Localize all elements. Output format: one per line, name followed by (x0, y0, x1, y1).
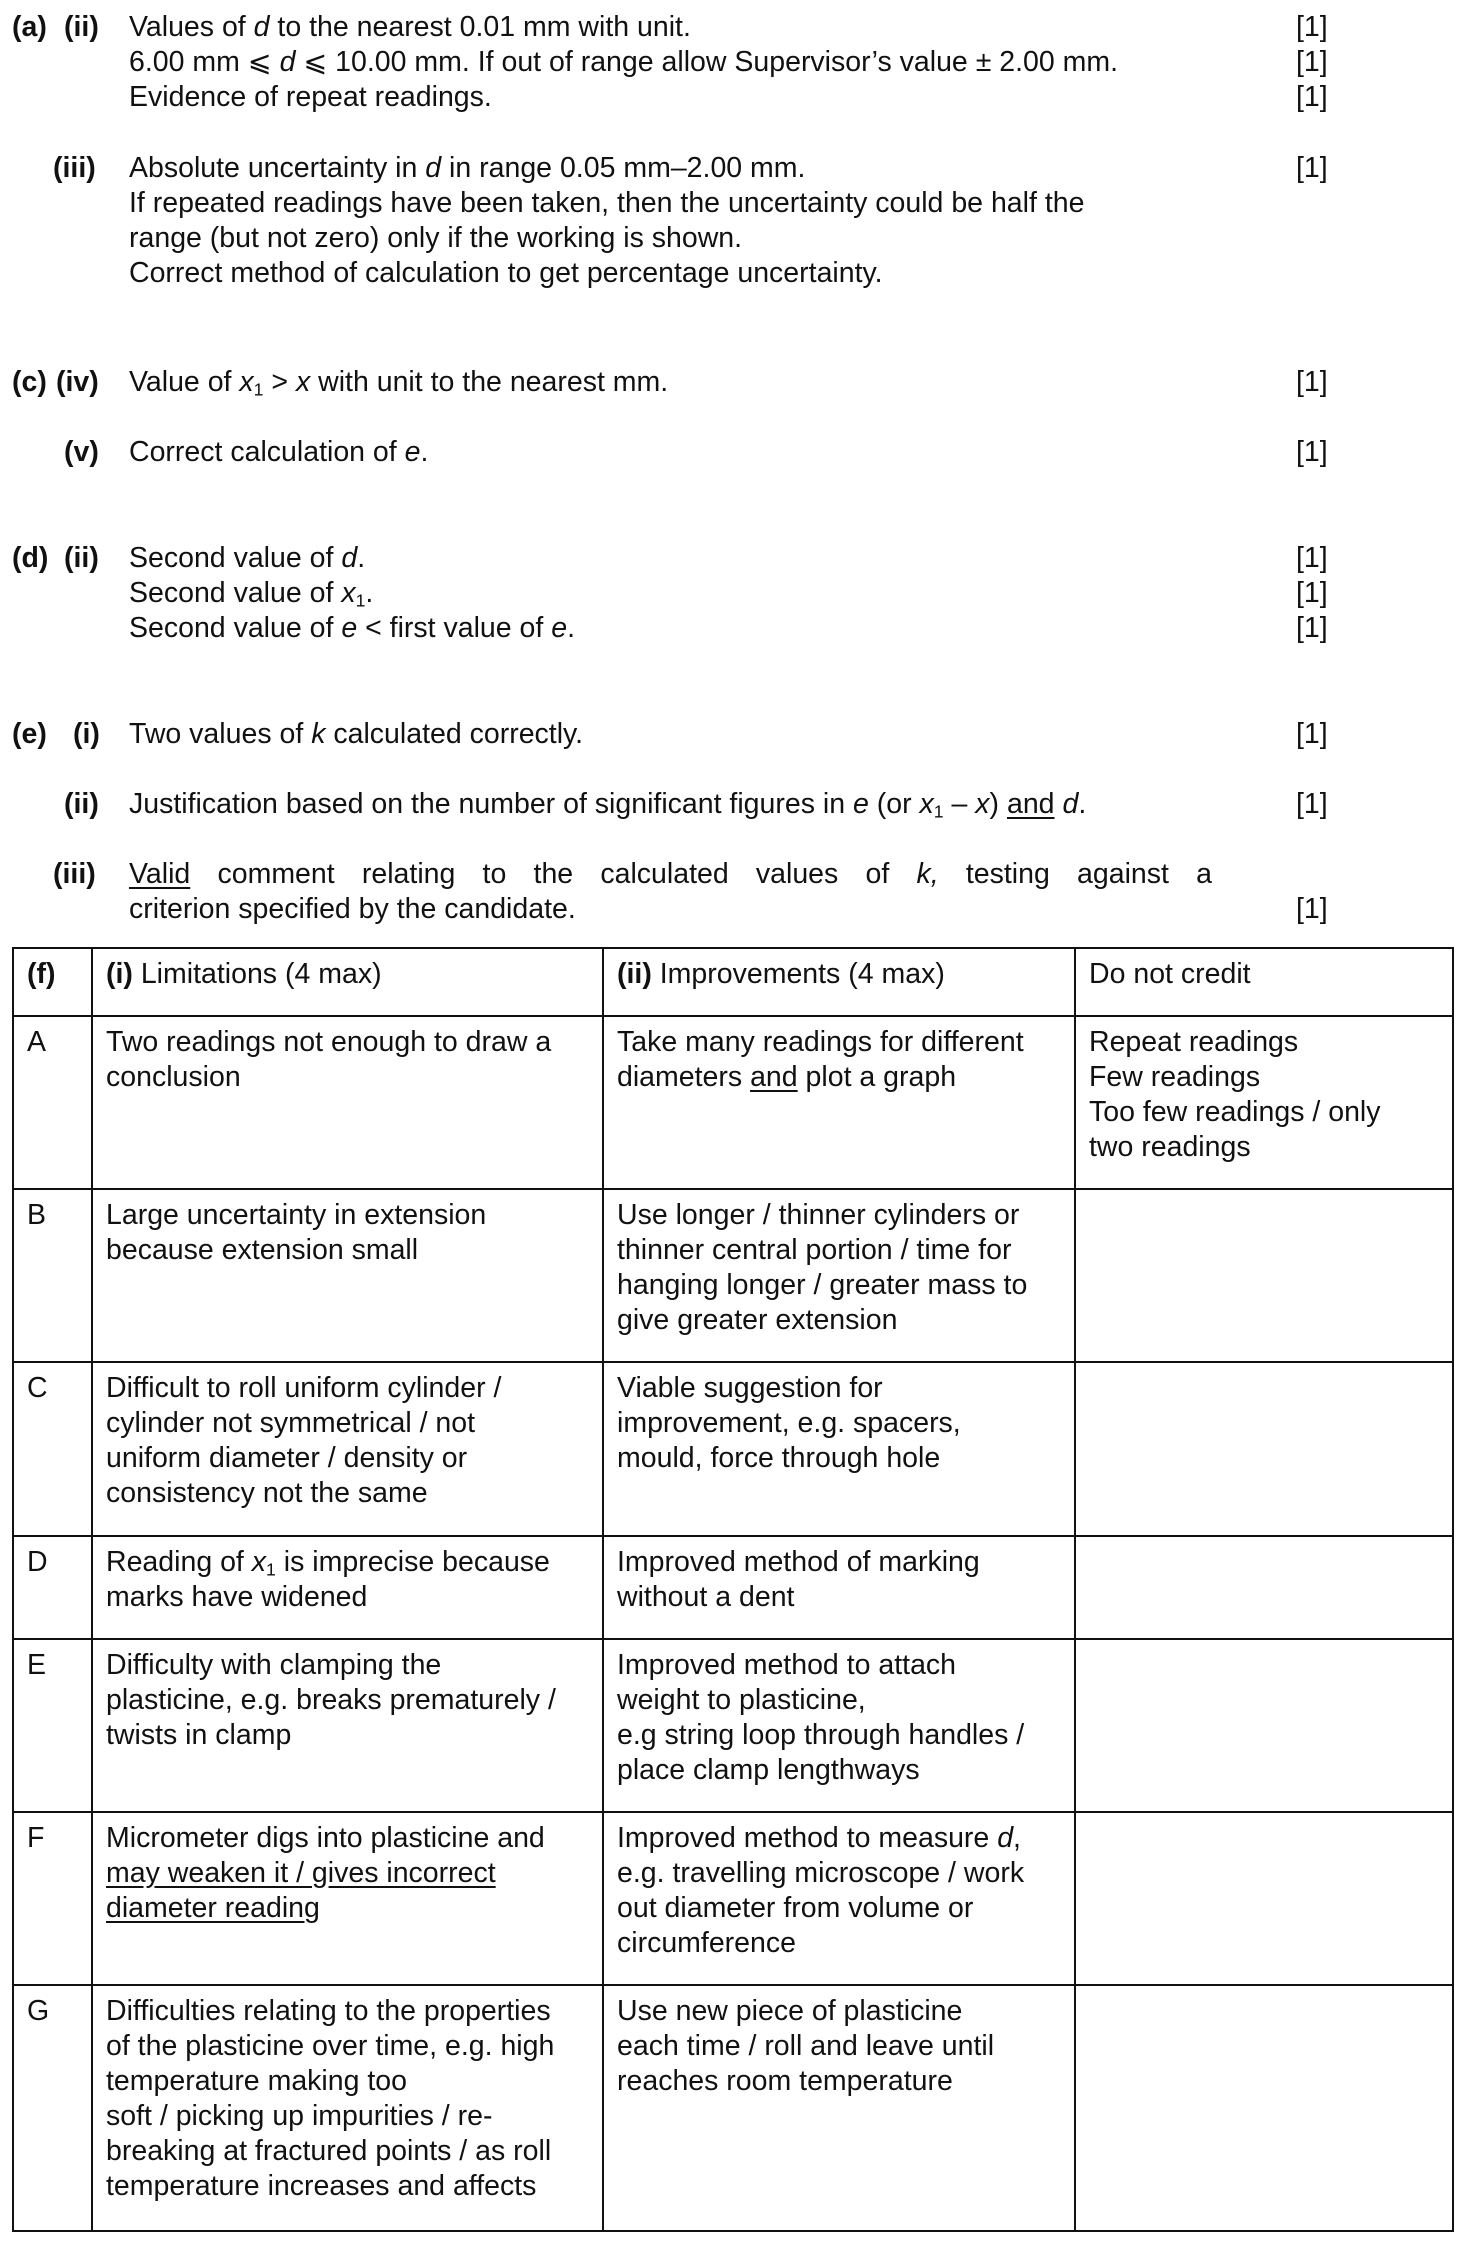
var-x: x (919, 788, 934, 820)
part-e-i-label: (i) (73, 718, 100, 750)
text: – (943, 788, 976, 820)
text: Difficult to roll uniform cylinder / (106, 1372, 502, 1404)
e-iii-line-1 (129, 857, 1212, 892)
text: Take many readings for different (617, 1026, 1024, 1058)
part-e-iii-label: (iii) (53, 858, 96, 890)
text: Absolute uncertainty in (129, 152, 426, 184)
var-k: k, (916, 858, 939, 890)
text: two readings (1089, 1131, 1251, 1163)
row-id: E (13, 1639, 92, 1812)
text: improvement, e.g. spacers, (617, 1407, 961, 1439)
text: Use longer / thinner cylinders or (617, 1199, 1020, 1231)
text: Correct calculation of (129, 436, 405, 468)
var-e: e (551, 612, 568, 644)
underlined-text: may weaken it / gives incorrect (106, 1857, 496, 1889)
row-id: B (13, 1189, 92, 1362)
var-e: e (853, 788, 869, 820)
text: Large uncertainty in extension (106, 1199, 487, 1231)
row-id: C (13, 1362, 92, 1536)
row-id: F (13, 1812, 92, 1985)
text: mould, force through hole (617, 1442, 941, 1474)
do-not-credit-cell (1075, 1536, 1453, 1639)
var-d: d (425, 152, 442, 184)
text: ) (989, 788, 1007, 820)
var-x: x (251, 1546, 267, 1578)
text: marks have widened (106, 1581, 368, 1613)
table-header-row (13, 948, 1453, 1016)
text: Few readings (1089, 1061, 1261, 1093)
limitation-cell (92, 1639, 603, 1812)
e-i-line (129, 717, 583, 752)
text: without a dent (617, 1581, 795, 1613)
text: thinner central portion / time for (617, 1234, 1012, 1266)
text: of the plasticine over time, e.g. high (106, 2030, 555, 2062)
text (106, 1545, 590, 1580)
a-ii-line-1 (129, 10, 691, 45)
table-row (13, 1536, 1453, 1639)
a-ii-line-2 (129, 45, 1118, 80)
do-not-credit-cell (1075, 1016, 1453, 1189)
table-row (13, 1639, 1453, 1812)
improvement-cell (603, 1189, 1075, 1362)
improvement-cell (603, 1362, 1075, 1536)
text: out diameter from volume or (617, 1892, 974, 1924)
text: e.g. travelling microscope / work (617, 1857, 1025, 1889)
a-iii-line-2: If repeated readings have been taken, then the uncertainty could be half the (129, 187, 1085, 219)
mark: [1] (1296, 436, 1328, 468)
text: Improved method to attach (617, 1649, 957, 1681)
text: Improvements (4 max) (651, 958, 945, 990)
row-id: D (13, 1536, 92, 1639)
var-k: k (311, 718, 326, 750)
text: testing against a (938, 858, 1212, 890)
limitation-cell (92, 1985, 603, 2231)
mark: [1] (1296, 577, 1328, 609)
limitation-cell (92, 1812, 603, 1985)
text: (f) (27, 958, 56, 990)
text: Second value of (129, 577, 342, 609)
a-iii-line-4: Correct method of calculation to get percentage uncertainty. (129, 257, 883, 289)
mark: [1] (1296, 542, 1328, 574)
do-not-credit-cell (1075, 1985, 1453, 2231)
mark: [1] (1296, 366, 1328, 398)
text: Repeat readings (1089, 1026, 1299, 1058)
text: . (357, 542, 366, 574)
limitations-table (12, 947, 1454, 2232)
mark: [1] (1296, 893, 1328, 925)
text: soft / picking up impurities / re- (106, 2100, 493, 2132)
text: (ii) (617, 958, 652, 990)
text: Limitations (4 max) (132, 958, 382, 990)
a-iii-line-3: range (but not zero) only if the working is shown. (129, 222, 743, 254)
text: Values of (129, 11, 254, 43)
do-not-credit-cell (1075, 1812, 1453, 1985)
text: plasticine, e.g. breaks prematurely / (106, 1684, 556, 1716)
text: . (365, 577, 374, 609)
subscript: 1 (355, 590, 366, 611)
text: temperature making too (106, 2065, 407, 2097)
subscript: 1 (266, 1559, 276, 1580)
text: weight to plasticine, (617, 1684, 866, 1716)
subscript: 1 (933, 801, 944, 822)
mark: [1] (1296, 11, 1328, 43)
text: Improved method to measure (617, 1822, 998, 1854)
a-ii-line-3: Evidence of repeat readings. (129, 81, 492, 113)
text: each time / roll and leave until (617, 2030, 995, 2062)
header-do-not-credit: Do not credit (1075, 948, 1453, 1016)
underlined-word: and (1006, 788, 1055, 820)
do-not-credit-cell (1075, 1362, 1453, 1536)
d-ii-line-3 (129, 611, 575, 646)
var-x: x (239, 366, 254, 398)
part-d-ii-label: (ii) (64, 542, 99, 574)
part-c-v-label: (v) (64, 436, 99, 468)
text: to the nearest 0.01 mm with unit. (269, 11, 691, 43)
underlined-text: diameter reading (106, 1892, 320, 1924)
improvement-cell (603, 1812, 1075, 1985)
part-a-iii-label: (iii) (53, 152, 96, 184)
a-iii-line-1 (129, 151, 805, 186)
text: cylinder not symmetrical / not (106, 1407, 476, 1439)
text: Second value of (129, 612, 342, 644)
var-d: d (279, 46, 296, 78)
mark: [1] (1296, 152, 1328, 184)
limitation-cell (92, 1016, 603, 1189)
text: with unit to the nearest mm. (310, 366, 669, 398)
part-a-ii-label: (ii) (64, 11, 99, 43)
text: because extension small (106, 1234, 419, 1266)
text: (i) (106, 958, 133, 990)
header-limitations (92, 948, 603, 1016)
text: Use new piece of plasticine (617, 1995, 963, 2027)
var-x: x (975, 788, 990, 820)
text: comment relating to the calculated values of (190, 858, 917, 890)
improvement-cell (603, 1639, 1075, 1812)
text: Two values of (129, 718, 312, 750)
text (617, 1060, 1062, 1095)
text: , (1013, 1822, 1021, 1854)
text: circumference (617, 1927, 796, 1959)
table-row (13, 1016, 1453, 1189)
var-d: d (997, 1822, 1014, 1854)
var-d: d (253, 11, 270, 43)
var-e: e (404, 436, 421, 468)
header-improvements (603, 948, 1075, 1016)
text: breaking at fractured points / as roll (106, 2135, 552, 2167)
text: uniform diameter / density or (106, 1442, 468, 1474)
var-x: x (295, 366, 311, 398)
text: diameters (617, 1061, 751, 1093)
var-d: d (341, 542, 358, 574)
c-iv-line (129, 365, 668, 400)
table-row (13, 1362, 1453, 1536)
improvement-cell (603, 1016, 1075, 1189)
text: Difficulty with clamping the (106, 1649, 442, 1681)
part-a-label: (a) (12, 11, 47, 43)
text: temperature increases and affects (106, 2170, 537, 2202)
limitation-cell (92, 1189, 603, 1362)
var-e: e (341, 612, 358, 644)
text: twists in clamp (106, 1719, 292, 1751)
text: Two readings not enough to draw a (106, 1026, 552, 1058)
text: place clamp lengthways (617, 1754, 920, 1786)
mark: [1] (1296, 718, 1328, 750)
text: reaches room temperature (617, 2065, 953, 2097)
limitation-cell (92, 1536, 603, 1639)
mark: [1] (1296, 46, 1328, 78)
c-v-line (129, 435, 428, 470)
text: in range 0.05 mm–2.00 mm. (441, 152, 806, 184)
header-f (13, 948, 92, 1016)
text: Justification based on the number of significant figures in (129, 788, 853, 820)
underlined-word: and (750, 1061, 798, 1093)
text: Improved method of marking (617, 1546, 980, 1578)
text: Reading of (106, 1546, 252, 1578)
text: conclusion (106, 1061, 241, 1093)
subscript: 1 (253, 379, 264, 400)
text: Second value of (129, 542, 342, 574)
e-ii-line (129, 787, 1086, 822)
text: calculated correctly. (325, 718, 584, 750)
text: (or (868, 788, 920, 820)
text: . (567, 612, 576, 644)
table-row (13, 1189, 1453, 1362)
mark: [1] (1296, 81, 1328, 113)
text: plot a graph (797, 1061, 957, 1093)
limitation-cell (92, 1362, 603, 1536)
e-iii-line-2: criterion specified by the candidate. (129, 893, 576, 925)
mark: [1] (1296, 612, 1328, 644)
underlined-word: Valid (129, 858, 191, 890)
text: Too few readings / only (1089, 1096, 1381, 1128)
improvement-cell (603, 1985, 1075, 2231)
part-c-label: (c) (12, 366, 47, 398)
text: is imprecise because (275, 1546, 550, 1578)
text: Value of (129, 366, 240, 398)
text: Difficulties relating to the properties (106, 1995, 551, 2027)
d-ii-line-1 (129, 541, 365, 576)
text (617, 1821, 1062, 1856)
do-not-credit-cell (1075, 1189, 1453, 1362)
text: Micrometer digs into plasticine and (106, 1822, 545, 1854)
text: give greater extension (617, 1304, 898, 1336)
part-d-label: (d) (12, 542, 49, 574)
text: ⩽ 10.00 mm. If out of range allow Supervisor’s value ± 2.00 mm. (295, 46, 1119, 78)
text: < first value of (357, 612, 552, 644)
table-row (13, 1985, 1453, 2231)
text: 6.00 mm ⩽ (129, 46, 280, 78)
text: . (420, 436, 429, 468)
part-c-iv-label: (iv) (56, 366, 99, 398)
row-id: G (13, 1985, 92, 2231)
part-e-ii-label: (ii) (64, 788, 99, 820)
text: hanging longer / greater mass to (617, 1269, 1028, 1301)
do-not-credit-cell (1075, 1639, 1453, 1812)
text: e.g string loop through handles / (617, 1719, 1025, 1751)
var-x: x (341, 577, 356, 609)
improvement-cell (603, 1536, 1075, 1639)
part-e-label: (e) (12, 718, 47, 750)
var-d: d (1062, 788, 1079, 820)
text: consistency not the same (106, 1477, 428, 1509)
text: . (1078, 788, 1087, 820)
table-row (13, 1812, 1453, 1985)
mark: [1] (1296, 788, 1328, 820)
row-id: A (13, 1016, 92, 1189)
d-ii-line-2 (129, 576, 373, 611)
text: Viable suggestion for (617, 1372, 883, 1404)
text: > (263, 366, 296, 398)
